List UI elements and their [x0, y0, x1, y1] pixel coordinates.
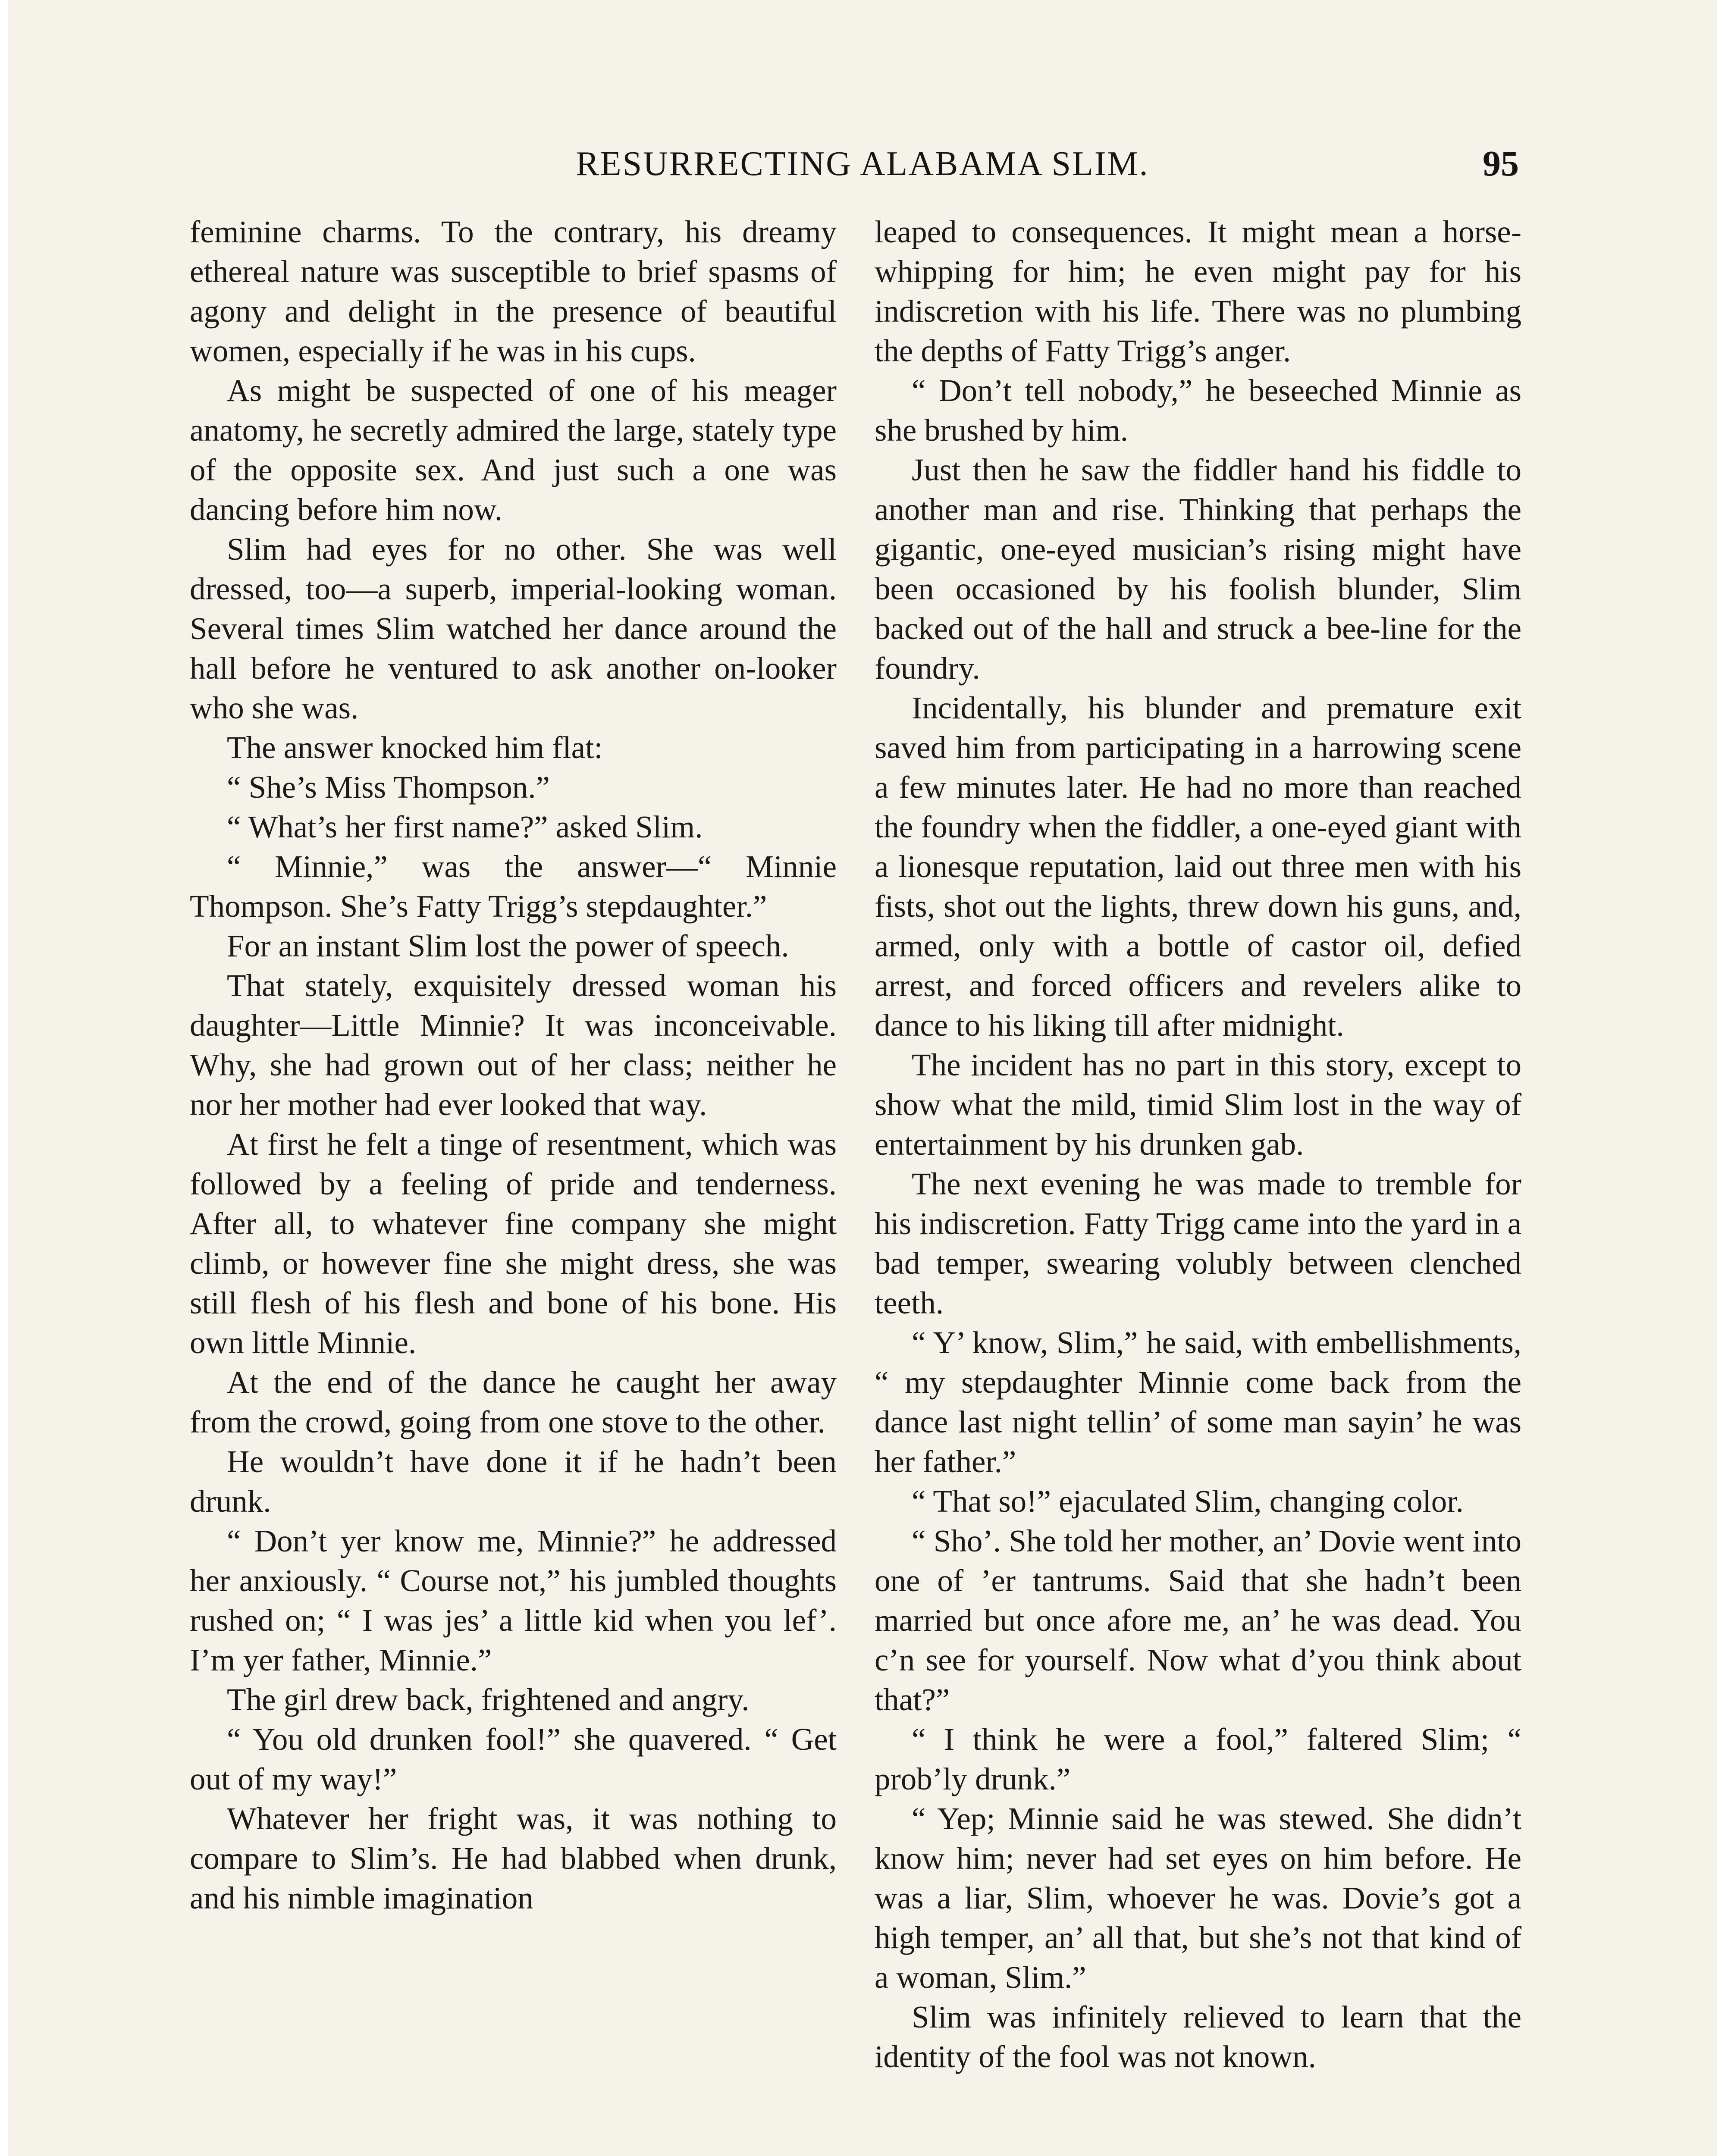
page-number: 95 — [1483, 144, 1519, 184]
paragraph: “ Yep; Minnie said he was stewed. She didn’t know him; never had set eyes on him before. He was a liar, Slim, whoever he was. Dovie’s got a high temper, an’ all that, but she’s not that kind of a woman, Slim.” — [875, 1801, 1521, 1995]
paragraph: The answer knocked him flat: — [227, 730, 603, 765]
paragraph: leaped to consequences. It might mean a horse-whipping for him; he even might pay for his indiscretion with his life. There was no plumbing the depths of Fatty Trigg’s anger. — [875, 214, 1521, 368]
paragraph: “ Sho’. She told her mother, an’ Dovie went into one of ’er tantrums. Said that she hadn’t been married but once afore me, an’ he was dead. You c’n see for yourself. Now what d’you think about that?” — [875, 1523, 1521, 1717]
paragraph: That stately, exquisitely dressed woman his daughter—Little Minnie? It was inconceivable. Why, she had grown out of her class; neither he nor her mother had ever looked that way. — [190, 968, 837, 1122]
book-page — [8, 0, 1717, 2156]
paragraph: Just then he saw the fiddler hand his fiddle to another man and rise. Thinking that perhaps the gigantic, one-eyed musician’s rising might have been occasioned by his foolish blunder, Slim backed out of the hall and struck a bee-line for the foundry. — [875, 452, 1521, 686]
paragraph: The next evening he was made to tremble for his indiscretion. Fatty Trigg came into the yard in a bad temper, swearing volubly between clenched teeth. — [875, 1166, 1521, 1320]
paragraph: Slim was infinitely relieved to learn that the identity of the fool was not known. — [875, 1999, 1521, 2074]
right-column — [875, 212, 1521, 2077]
paragraph: Slim had eyes for no other. She was well dressed, too—a superb, imperial-looking woman. Several times Slim watched her dance around the hall before he ventured to ask another on-looker who she was. — [190, 532, 837, 725]
paragraph: “ I think he were a fool,” faltered Slim; “ prob’ly drunk.” — [875, 1722, 1521, 1796]
paragraph: “ You old drunken fool!” she quavered. “ Get out of my way!” — [190, 1722, 837, 1796]
paragraph: “ That so!” ejaculated Slim, changing color. — [912, 1484, 1464, 1519]
paragraph: “ She’s Miss Thompson.” — [227, 770, 550, 805]
paragraph: Incidentally, his blunder and premature exit saved him from participating in a harrowing scene a few minutes later. He had no more than reached the foundry when the fiddler, a one-eyed giant with a lionesque reputation, laid out three men with his fists, shot out the lights, threw down his guns, and, armed, only with a bottle of castor oil, defied arrest, and forced officers and revelers alike to dance to his liking till after midnight. — [875, 690, 1521, 1043]
paragraph: “ Don’t yer know me, Minnie?” he addressed her anxiously. “ Course not,” his jumbled thoughts rushed on; “ I was jes’ a little kid when you lef’. I’m yer father, Minnie.” — [190, 1523, 837, 1677]
running-title: RESURRECTING ALABAMA SLIM. — [576, 145, 1149, 183]
paragraph: “ Don’t tell nobody,” he beseeched Minnie as she brushed by him. — [875, 373, 1521, 448]
paragraph: At the end of the dance he caught her away from the crowd, going from one stove to the other. — [190, 1365, 837, 1439]
left-column — [190, 212, 837, 1918]
paragraph: “ What’s her first name?” asked Slim. — [227, 809, 703, 844]
paragraph: As might be suspected of one of his meager anatomy, he secretly admired the large, stately type of the opposite sex. And just such a one was dancing before him now. — [190, 373, 837, 527]
paragraph: For an instant Slim lost the power of speech. — [227, 928, 789, 963]
paragraph: At first he felt a tinge of resentment, which was followed by a feeling of pride and tenderness. After all, to whatever fine company she might climb, or however fine she might dress, she was still flesh of his flesh and bone of his bone. His own little Minnie. — [190, 1127, 837, 1360]
paragraph: The incident has no part in this story, except to show what the mild, timid Slim lost in the way of entertainment by his drunken gab. — [875, 1047, 1521, 1162]
paragraph: The girl drew back, frightened and angry. — [227, 1682, 750, 1717]
paragraph: Whatever her fright was, it was nothing to compare to Slim’s. He had blabbed when drunk, and his nimble imagination — [190, 1801, 837, 1915]
paragraph: He wouldn’t have done it if he hadn’t been drunk. — [190, 1444, 837, 1519]
paragraph: “ Y’ know, Slim,” he said, with embellishments, “ my stepdaughter Minnie come back from the dance last night tellin’ of some man sayin’ he was her father.” — [875, 1325, 1521, 1479]
page-header — [8, 138, 1717, 190]
paragraph: feminine charms. To the contrary, his dreamy ethereal nature was susceptible to brief spasms of agony and delight in the presence of beautiful women, especially if he was in his cups. — [190, 214, 837, 368]
paragraph: “ Minnie,” was the answer—“ Minnie Thompson. She’s Fatty Trigg’s stepdaughter.” — [190, 849, 837, 924]
